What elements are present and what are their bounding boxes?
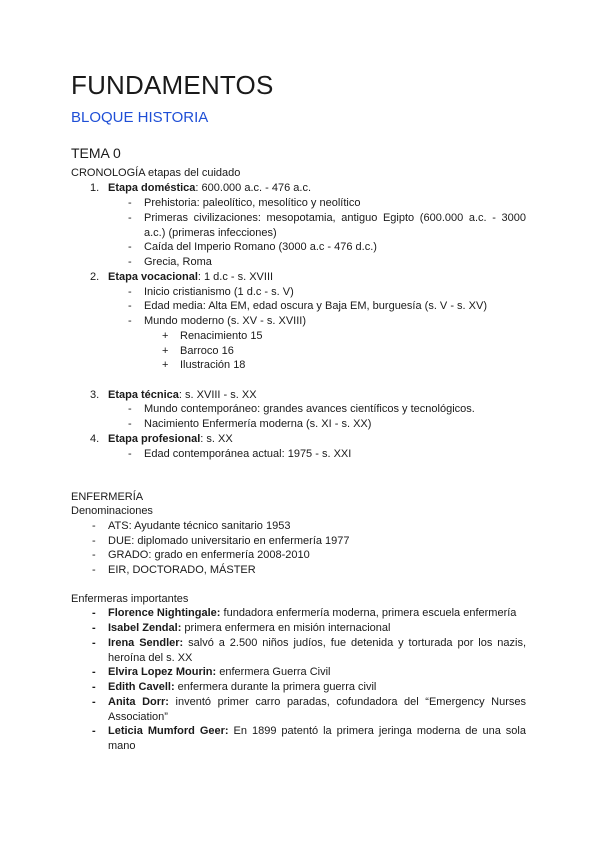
list-item: Prehistoria: paleolítico, mesolítico y neolítico xyxy=(144,197,361,209)
dash-bullet: - xyxy=(92,520,96,532)
etapa-item xyxy=(108,432,233,447)
dash-bullet: - xyxy=(92,535,96,547)
nurse-item xyxy=(108,621,390,636)
etapa-label: Etapa técnica xyxy=(108,389,179,401)
nurse-desc: inventó primer carro paradas, cofundadora del “Emergency Nurses Association” xyxy=(108,696,527,723)
etapa-range: : s. XVIII - s. XX xyxy=(178,389,257,401)
dash-bullet: - xyxy=(128,418,132,430)
nurse-item xyxy=(108,606,516,621)
importantes-heading: Enfermeras importantes xyxy=(71,593,189,605)
dash-bullet: - xyxy=(92,696,96,708)
section-subtitle: BLOQUE HISTORIA xyxy=(71,109,209,126)
nurse-name: Elvira Lopez Mourin: xyxy=(108,666,217,678)
list-subitem: Barroco 16 xyxy=(180,345,234,357)
list-item: Primeras civilizaciones: mesopotamia, antiguo Egipto (600.000 a.c. - 3000 a.c.) (primeras infecciones) xyxy=(144,212,526,239)
dash-bullet: - xyxy=(128,448,132,460)
dash-bullet: - xyxy=(92,681,96,693)
list-item: DUE: diplomado universitario en enfermería 1977 xyxy=(108,535,350,547)
nurse-item xyxy=(108,636,526,666)
dash-bullet: - xyxy=(128,300,132,312)
nurse-desc: primera enfermera en misión internacional xyxy=(181,622,391,634)
list-item: Edad contemporánea actual: 1975 - s. XXI xyxy=(144,448,352,460)
dash-bullet: - xyxy=(128,403,132,415)
list-subitem: Renacimiento 15 xyxy=(180,330,263,342)
nurse-desc: salvó a 2.500 niños judíos, fue detenida y torturada por los nazis, heroína del s. XX xyxy=(108,637,526,664)
nurse-name: Anita Dorr: xyxy=(108,696,169,708)
list-item: GRADO: grado en enfermería 2008-2010 xyxy=(108,549,310,561)
dash-bullet: - xyxy=(92,607,96,619)
list-item: Nacimiento Enfermería moderna (s. XI - s. XX) xyxy=(144,418,372,430)
list-item: ATS: Ayudante técnico sanitario 1953 xyxy=(108,520,291,532)
nurse-name: Edith Cavell: xyxy=(108,681,175,693)
dash-bullet: - xyxy=(92,549,96,561)
list-item: EIR, DOCTORADO, MÁSTER xyxy=(108,564,256,576)
list-item: Inicio cristianismo (1 d.c - s. V) xyxy=(144,286,294,298)
nurse-desc: fundadora enfermería moderna, primera escuela enfermería xyxy=(220,607,517,619)
etapa-label: Etapa vocacional xyxy=(108,271,198,283)
dash-bullet: - xyxy=(128,315,132,327)
list-item: Mundo contemporáneo: grandes avances científicos y tecnológicos. xyxy=(144,403,475,415)
etapa-label: Etapa profesional xyxy=(108,433,201,445)
nurse-item xyxy=(108,665,331,680)
etapa-range: : s. XX xyxy=(200,433,233,445)
dash-bullet: - xyxy=(128,241,132,253)
cronologia-heading: CRONOLOGÍA etapas del cuidado xyxy=(71,167,241,179)
enfermeria-heading: ENFERMERÍA xyxy=(71,491,144,503)
nurse-desc: enfermera durante la primera guerra civil xyxy=(174,681,377,693)
nurse-desc: enfermera Guerra Civil xyxy=(216,666,331,678)
denominaciones-heading: Denominaciones xyxy=(71,505,153,517)
nurse-name: Isabel Zendal: xyxy=(108,622,182,634)
dash-bullet: - xyxy=(128,212,132,224)
plus-bullet: + xyxy=(162,345,169,357)
list-item: Grecia, Roma xyxy=(144,256,212,268)
dash-bullet: - xyxy=(128,197,132,209)
nurse-item xyxy=(108,680,376,695)
etapa-range: : 1 d.c - s. XVIII xyxy=(197,271,274,283)
tema-heading: TEMA 0 xyxy=(71,145,121,161)
plus-bullet: + xyxy=(162,359,169,371)
page-title: FUNDAMENTOS xyxy=(71,70,274,100)
dash-bullet: - xyxy=(92,637,96,649)
nurse-name: Irena Sendler: xyxy=(108,637,184,649)
list-subitem: Ilustración 18 xyxy=(180,359,246,371)
nurse-name: Leticia Mumford Geer: xyxy=(108,725,229,737)
nurse-name: Florence Nightingale: xyxy=(108,607,221,619)
dash-bullet: - xyxy=(92,666,96,678)
dash-bullet: - xyxy=(128,286,132,298)
list-number: 4. xyxy=(90,433,100,445)
etapa-range: : 600.000 a.c. - 476 a.c. xyxy=(195,182,311,194)
list-number: 1. xyxy=(90,182,100,194)
plus-bullet: + xyxy=(162,330,169,342)
nurse-item xyxy=(108,695,526,725)
list-item: Mundo moderno (s. XV - s. XVIII) xyxy=(144,315,307,327)
list-number: 2. xyxy=(90,271,100,283)
list-item: Caída del Imperio Romano (3000 a.c - 476 d.c.) xyxy=(144,241,377,253)
dash-bullet: - xyxy=(92,564,96,576)
etapa-item xyxy=(108,181,311,196)
dash-bullet: - xyxy=(92,622,96,634)
etapa-label: Etapa doméstica xyxy=(108,182,196,194)
list-item: Edad media: Alta EM, edad oscura y Baja EM, burguesía (s. V - s. XV) xyxy=(144,300,487,312)
nurse-desc: En 1899 patentó la primera jeringa moderna de una sola mano xyxy=(108,725,526,752)
nurse-item xyxy=(108,724,526,754)
etapa-item xyxy=(108,388,257,403)
dash-bullet: - xyxy=(92,725,96,737)
list-number: 3. xyxy=(90,389,100,401)
dash-bullet: - xyxy=(128,256,132,268)
etapa-item xyxy=(108,270,273,285)
